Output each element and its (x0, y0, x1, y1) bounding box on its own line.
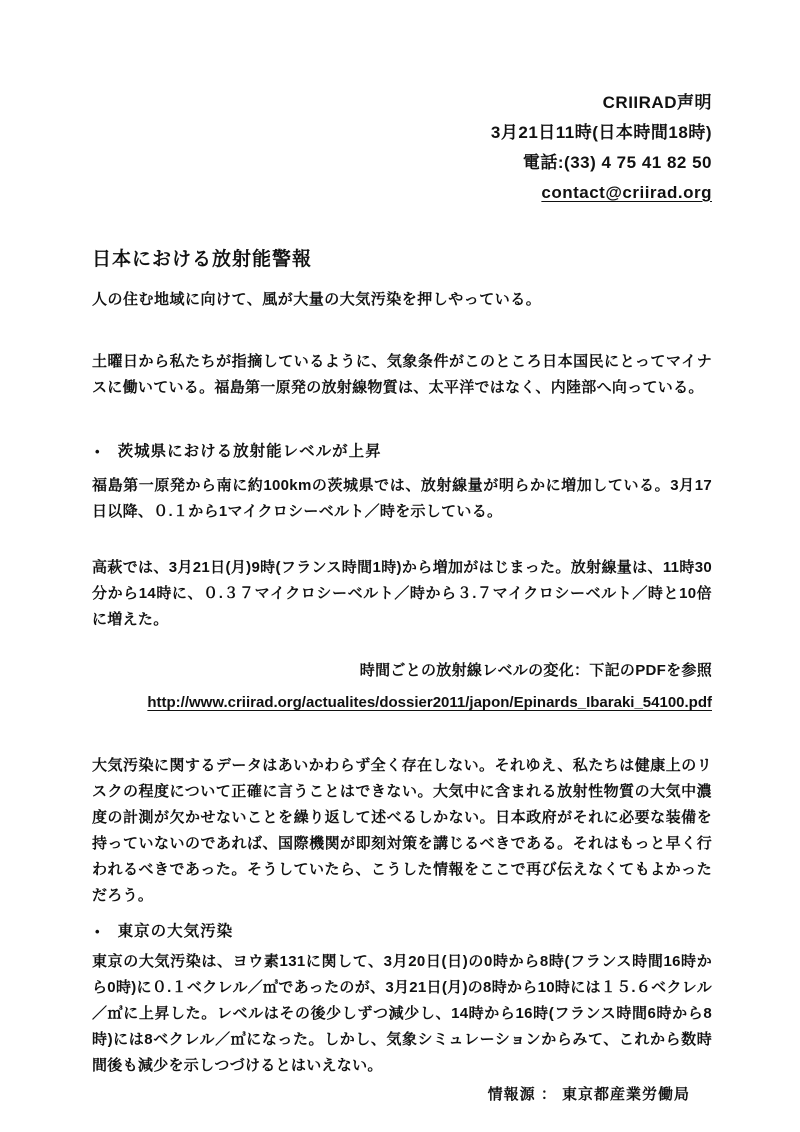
section-heading-ibaraki (92, 441, 712, 463)
page-title: 日本における放射能警報 (92, 249, 313, 270)
airdata-paragraph: 大気汚染に関するデータはあいかわらず全く存在しない。それゆえ、私たちは健康上のリスクの程度について正確に言うことはできない。大気中に含まれる放射性物質の大気中濃度の計測が欠かせないことを繰り返して述べるしかない。日本政府がそれに必要な装備を持っていないのであれば、国際機関が即刻対策を講じるべきである。それはもっと早く行われるべきであった。そうしていたら、こうした情報をここで再び伝えなくてもよかっただろう。 (92, 757, 712, 904)
header-email-line (92, 178, 712, 208)
header-datetime: 3月21日11時(日本時間18時) (490, 123, 712, 142)
intro-paragraph: 土曜日から私たちが指摘しているように、気象条件がこのところ日本国民にとってマイナスに働いている。福島第一原発の放射線物質は、太平洋ではなく、内陸部へ向っている。 (92, 353, 712, 396)
header-phone: 電話:(33) 4 75 41 82 50 (522, 153, 712, 172)
pdf-reference-note: 時間ごとの放射線レベルの変化：下記のPDFを参照 (359, 662, 712, 679)
section-heading-ibaraki-label: 茨城県における放射能レベルが上昇 (117, 443, 382, 460)
tokyo-paragraph: 東京の大気汚染は、ヨウ素131に関して、3月20日(日)の0時から8時(フランス時間16時から0時)に０.１ベクレル／㎥であったのが、3月21日(月)の8時から10時には１５.６ベクレル／㎥に上昇した。レベルはその後少しずつ減少し、14時から16時(フランス時間6時から8時)には8ベクレル／㎥になった。しかし、気象シミュレーションからみて、これから数時間後も減少を示しつづけるとはいえない。 (92, 953, 712, 1074)
section-heading-tokyo (92, 921, 712, 943)
email-link[interactable]: contact@criirad.org (541, 183, 712, 202)
section-heading-tokyo-label: 東京の大気汚染 (117, 923, 234, 940)
header-org-title: CRIIRAD声明 (602, 93, 712, 112)
source-line: 情報源 ： 東京都産業労働局 (487, 1086, 690, 1103)
takahagi-paragraph: 高萩では、3月21日(月)9時(フランス時間1時)から増加がはじまった。放射線量は、11時30分から14時に、０.３７マイクロシーベルト／時から３.７マイクロシーベルト／時と10倍に増えた。 (92, 559, 712, 628)
pdf-link[interactable]: http://www.criirad.org/actualites/dossier2011/japon/Epinards_Ibaraki_54100.pdf (147, 694, 712, 711)
bullet-icon: • (95, 444, 101, 459)
pdf-link-line (92, 693, 712, 713)
fukushima-paragraph: 福島第一原発から南に約100kmの茨城県では、放射線量が明らかに増加している。3月17日以降、０.１から1マイクロシーベルト／時を示している。 (92, 477, 712, 520)
page-subtitle: 人の住む地域に向けて、風が大量の大気汚染を押しやっている。 (92, 291, 542, 308)
bullet-icon: • (95, 924, 101, 939)
document-content (92, 0, 712, 1105)
document-header (92, 88, 712, 208)
